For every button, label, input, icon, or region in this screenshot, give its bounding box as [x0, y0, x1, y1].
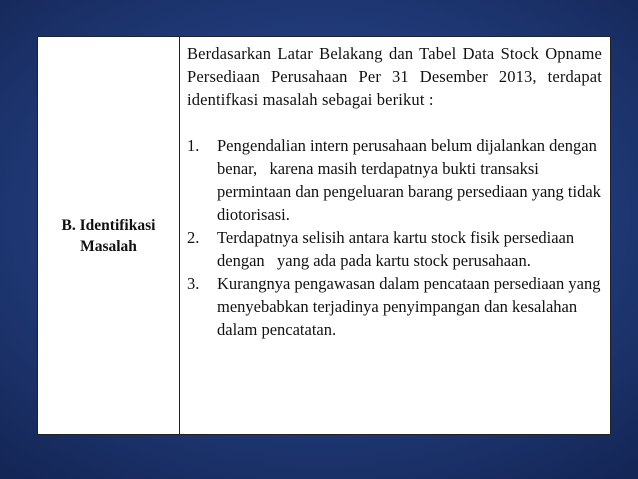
issue-number: 3.: [187, 274, 200, 293]
issue-number: 2.: [187, 228, 200, 247]
issue-item-2: [187, 226, 602, 272]
issue-list: [187, 134, 610, 341]
issue-item-1: [187, 134, 610, 226]
section-content-cell: [180, 37, 610, 434]
issue-item-3: [187, 272, 609, 341]
issue-text: Kurangnya pengawasan dalam pencataan persediaan yang menyebabkan terjadinya penyimpangan dan kesalahan dalam pencatatan.: [217, 274, 609, 339]
section-label: B. Identifikasi Masalah: [61, 216, 156, 255]
intro-paragraph: Berdasarkan Latar Belakang dan Tabel Data Stock Opname Persediaan Perusahaan Per 31 Desember 2013, terdapat identifkasi masalah sebagai berikut :: [187, 44, 602, 109]
section-label-cell: [38, 37, 180, 434]
issue-text: Terdapatnya selisih antara kartu stock fisik persediaan dengan yang ada pada kartu stock perusahaan.: [217, 228, 579, 270]
paragraph-spacer: [187, 111, 602, 134]
issue-number: 1.: [187, 136, 200, 155]
issue-text: Pengendalian intern perusahaan belum dijalankan dengan benar, karena masih terdapatnya bukti transaksi permintaan dan pengeluaran barang persediaan yang tidak diotorisasi.: [217, 136, 610, 224]
problem-identification-table: [37, 36, 611, 435]
